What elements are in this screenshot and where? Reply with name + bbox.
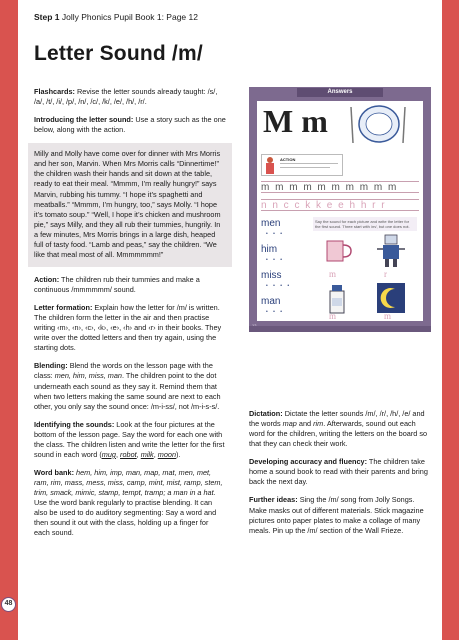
blend-word: [261, 269, 305, 295]
step-label: Step 1: [34, 12, 60, 22]
action-paragraph: [34, 275, 226, 295]
dictation-word: map: [282, 419, 297, 429]
blending-text-pre: Blend the words on the lesson page with the class:: [34, 361, 213, 381]
blend-word-text: him: [261, 244, 278, 255]
formation-paragraph: [34, 303, 226, 353]
mug-icon: [321, 235, 353, 271]
lesson-page: [257, 101, 423, 321]
picture-answer: m: [384, 311, 392, 321]
sounds-text: Look at the four pictures at the bottom of the lesson page. Say the word for each one with the class. The children listen and write the letter for the first sound in each word: [34, 419, 225, 459]
further-text: Sing the /m/ song from Jolly Songs. Make masks out of different materials. Stick magazine pictures onto paper plates to make a collage of many meals. Pin up the /m/ section of the Wall Frieze.: [249, 495, 424, 535]
blend-word-text: man: [261, 296, 281, 307]
blend-word-text: men: [261, 218, 281, 229]
action-box: [261, 154, 343, 176]
sound-word: mug: [101, 449, 116, 459]
picture-instruction: Say the sound for each picture and write the letter for the first sound. Three start with /m/, but one does not.: [313, 217, 417, 231]
blend-word: [261, 243, 305, 269]
action-label: Action:: [34, 274, 60, 284]
sounds-paragraph: Identifying the sounds: Look at the four pictures at the bottom of the lesson page. Say the word for each one with the class. The children listen and write the letter for the first sound in each word (mug, robot, milk, moon).: [34, 419, 225, 459]
wordbank-text: Use the word bank regularly to practise blending. It can also be used to do auditory segmenting: Say a word and then sound it out with the class, holding up a finger for each sound.: [34, 498, 217, 538]
dictation-label: Dictation:: [249, 409, 283, 418]
action-text-line: [280, 163, 338, 164]
trace-row-m: m m m m m m m m m m: [261, 181, 419, 193]
pupil-book-image: [249, 87, 431, 332]
wordbank-paragraph: [34, 468, 226, 538]
dinner-plate-icon: [343, 103, 413, 145]
sound-dots: • • •: [266, 309, 285, 315]
intro-label: Introducing the letter sound:: [34, 115, 134, 125]
page: [18, 0, 442, 640]
right-column: [249, 409, 431, 544]
action-text: The children rub their tummies and make a continuous /mmmmmm/ sound.: [34, 274, 200, 294]
sounds-label: Identifying the sounds:: [34, 419, 115, 429]
page-title: Letter Sound /m/: [34, 42, 203, 65]
formation-text: Explain how the letter for /m/ is written. The children form the letter in the air and then practise writing ‹m›, ‹n›, ‹c›, ‹k›, ‹e›, ‹h› and ‹r› in their books. They write over the dotted letters and then try again, using the starting dots.: [34, 303, 222, 353]
picture-answer: r: [384, 269, 387, 279]
dictation-text-post: . Afterwards, sound out each word for the children, writing the letters on the board so that they can check their work.: [249, 419, 428, 449]
action-text-line: [280, 167, 330, 168]
dictation-text: Dictate the letter sounds /m/, /r/, /h/, /e/ and the words: [249, 409, 425, 429]
dictation-paragraph: Dictation: Dictate the letter sounds /m/, /r/, /h/, /e/ and the words map and rim. Afterwards, sound out each word for the children, writing the letters on the board so that they can check their work.: [249, 409, 428, 449]
blending-text-post: . The children point to the dot underneath each sound as they say it. Remind them that when two letters making the same sound are next to each other, you only say the sound once: /m-i-ss/, not /m-i-s-s/.: [34, 371, 221, 411]
sound-dots: • • •: [266, 257, 285, 263]
picture-answer: m: [329, 311, 337, 321]
blend-word-text: miss: [261, 270, 282, 281]
fluency-paragraph: [249, 457, 431, 487]
wordbank-label: Word bank:: [34, 467, 74, 477]
milk-icon: [321, 281, 353, 317]
further-label: Further ideas:: [249, 495, 298, 505]
blending-paragraph: [34, 361, 226, 411]
further-paragraph: [249, 495, 431, 535]
fluency-label: Developing accuracy and fluency:: [249, 457, 368, 467]
trace-row-revise: n n c c k k e e h h r r: [261, 199, 419, 211]
intro-paragraph: [34, 115, 226, 135]
blend-word: [261, 217, 305, 243]
blending-label: Blending:: [34, 361, 68, 371]
child-figure-icon: [263, 156, 277, 176]
flashcards-text: Revise the letter sounds already taught: /s/, /a/, /t/, /i/, /p/, /n/, /c/, /k/, /e/, /h/, /r/.: [34, 87, 218, 107]
answers-tab: Answers: [297, 88, 383, 97]
flashcards-paragraph: [34, 87, 226, 107]
big-letters: M m: [263, 103, 328, 139]
robot-icon: [375, 233, 407, 269]
story-box: Milly and Molly have come over for dinner with Mrs Morris and her son, Marvin. When Mrs Morris calls “Dinnertime!” the children wash their hands and sit down at the table, ready to eat their meal. “Mmmm, I’m really hungry!” says Marvin, rubbing his tummy. “I hope it’s spaghetti and meatballs.” “Mmmm, I’m hungry, too,” says Molly. “I hope it’s tomato soup.” “Well, I hope it’s chicken and mushroom pie,” says Milly, and they all rub their tummies, hungrily. In a few minutes, Mrs Morris brings in a large dish, heaped full of tasty food. “Lamb and peas,” say the children. “We like that meal most of all. Mmmmmmm!”: [28, 143, 232, 267]
page-header: [34, 12, 198, 22]
picture-answer: m: [329, 269, 337, 279]
flashcards-label: Flashcards:: [34, 87, 75, 96]
blending-word-list: [261, 217, 305, 321]
formation-label: Letter formation:: [34, 303, 93, 313]
fluency-text: The children take home a sound book to read with their parents and bring back the next day.: [249, 457, 428, 487]
left-column: [34, 87, 226, 546]
book-bottom-edge: [249, 326, 431, 332]
sound-dots: • • •: [266, 231, 285, 237]
action-heading: ACTION: [280, 157, 296, 162]
sound-word: milk: [140, 449, 154, 459]
dictation-word: rim: [313, 419, 324, 429]
sound-word: robot: [120, 449, 137, 459]
intro-text: Use a story such as the one below, along with the action.: [34, 115, 226, 135]
page-number-badge: 48: [1, 597, 16, 612]
book-reference: Jolly Phonics Pupil Book 1: Page 12: [61, 12, 198, 22]
sound-word: moon: [157, 449, 177, 459]
sound-dots: • • • •: [266, 283, 292, 289]
blend-word: [261, 295, 305, 321]
blending-words: men, him, miss, man: [54, 371, 122, 381]
wordbank-words: hem, him, imp, man, map, mat, men, met, ram, rim, mass, mess, miss, camp, mint, mist, ramp, stem, trim, smack, mimic, stamp, tempt, tramp; a man in a hat.: [34, 467, 223, 498]
